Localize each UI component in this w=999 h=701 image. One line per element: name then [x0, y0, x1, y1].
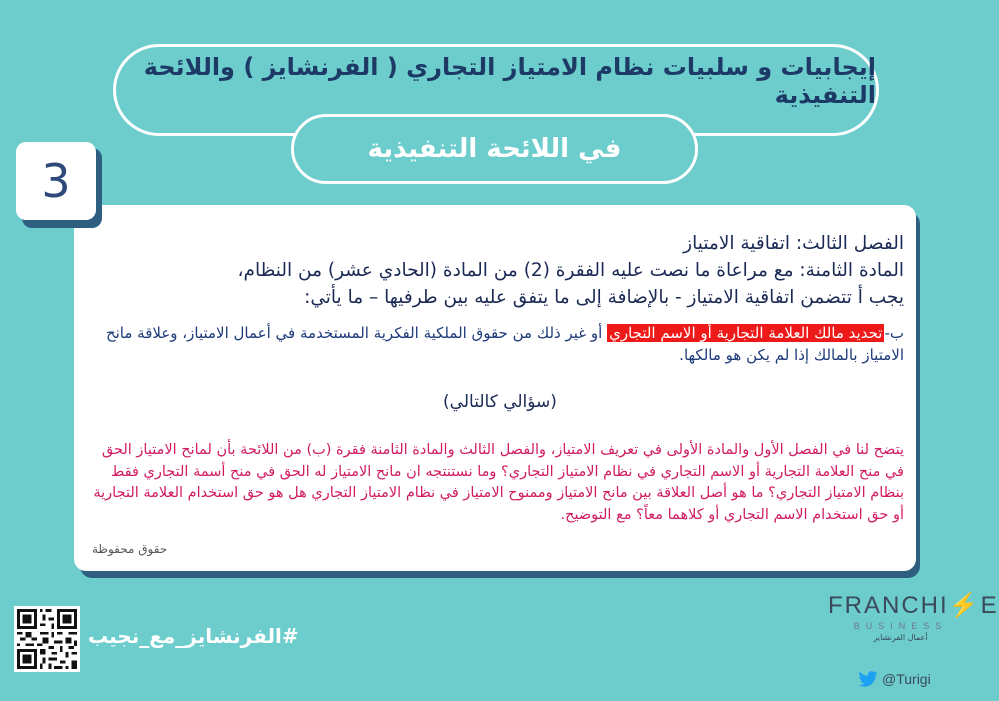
- number-badge: [16, 142, 96, 220]
- logo-arabic: أعمال الفرنشايز: [873, 633, 928, 642]
- logo-word-a: FRANCHI: [828, 592, 949, 619]
- clause-b: [84, 322, 904, 366]
- franchise-business-logo: [828, 592, 999, 652]
- question-label: (سؤالي كالتالي): [443, 392, 557, 412]
- twitter-handle[interactable]: @Turigi: [882, 671, 931, 687]
- logo-word-b: E: [980, 592, 999, 619]
- page-title: إيجابيات و سلبيات نظام الامتياز التجاري ( الفرنشايز ) واللائحة التنفيذية: [143, 53, 876, 109]
- hashtag: #الفرنشايز_مع_نجيب: [88, 624, 299, 648]
- twitter-bird-icon: [858, 671, 878, 687]
- clause-prefix: ب-: [884, 324, 904, 342]
- clause-rest: أو غير ذلك من حقوق الملكية الفكرية المستخدمة في أعمال الامتياز، وعلاقة مانح الامتياز بالمالك إذا لم يكن هو مالكها.: [105, 324, 904, 364]
- clause-highlight: تحديد مالك العلامة التجارية أو الاسم التجاري: [609, 324, 883, 342]
- twitter-link[interactable]: [858, 668, 931, 690]
- number-badge-value: 3: [41, 154, 71, 208]
- qr-code-icon[interactable]: [14, 606, 80, 672]
- bolt-icon: ⚡: [948, 592, 981, 619]
- logo-wordmark: [828, 592, 999, 620]
- logo-subtitle: BUSINESS: [853, 621, 948, 631]
- requirement-line: يجب أ تتضمن اتفاقية الامتياز - بالإضافة إلى ما يتفق عليه بين طرفيها – ما يأتي:: [304, 287, 904, 308]
- subtitle-banner: [291, 114, 698, 184]
- chapter-line: الفصل الثالث: اتفاقية الامتياز: [683, 233, 904, 254]
- article-heading: [84, 230, 904, 311]
- question-body: يتضح لنا في الفصل الأول والمادة الأولى في تعريف الامتياز، والفصل الثالث والمادة الثامنة فقرة (ب) من اللائحة بأن لمانح الامتياز الحق في منح العلامة التجارية أو الاسم التجاري في نظام الامتياز التجاري؟ وما نستنتجه ان مانح الامتياز له الحق في منح أسمة التجاري فقط بنظام الامتياز التجاري؟ ما هو أصل العلاقة بين مانح الامتياز وممنوح الامتياز في نظام الامتياز التجاري هل هو حق استخدام العلامة التجارية أو حق استخدام الاسم التجاري أو كلاهما معاً؟ مع التوضيح.: [93, 442, 904, 523]
- rights-note: حقوق محفوظة: [92, 542, 168, 556]
- article-line: المادة الثامنة: مع مراعاة ما نصت عليه الفقرة (2) من المادة (الحادي عشر) من النظام،: [237, 260, 904, 281]
- page-subtitle: في اللائحة التنفيذية: [367, 134, 622, 164]
